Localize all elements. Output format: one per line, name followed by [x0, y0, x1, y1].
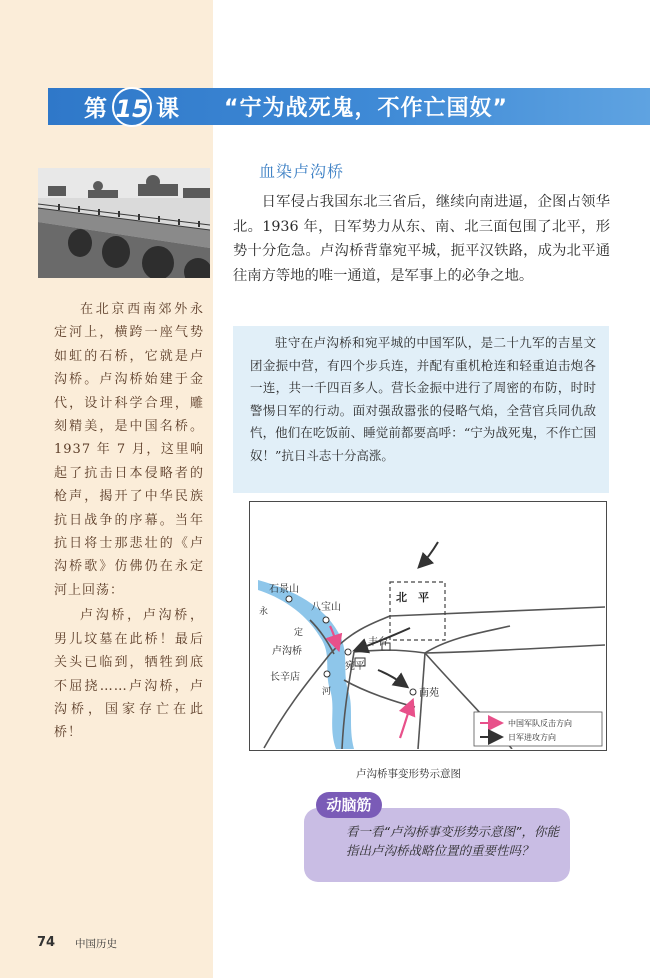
- legend-chinese: 中国军队反击方向: [508, 719, 572, 728]
- sidebar-song-lyrics: 卢沟桥，卢沟桥，男儿坟墓在此桥！最后关头已临到，牺牲到底不屈挠……卢沟桥，卢沟桥，国家存亡在此桥！: [54, 608, 204, 741]
- label-beiping: 北 平: [396, 591, 429, 604]
- book-name: 中国历史: [75, 938, 117, 950]
- label-river-2: 定: [294, 628, 304, 638]
- quote-paragraph: 驻守在卢沟桥和宛平城的中国军队，是二十九军的吉星文团金振中营，有四个步兵连，并配有重机枪连和轻重迫击炮各一连，共一千四百多人。营长金振中进行了周密的布防，时时警惕日军的行动。面对强敌嚣张的侵略气焰，全营官兵同仇敌忾，他们在吃饭前、睡觉前都要高呼：“宁为战死鬼，不作亡国奴！”抗日斗志十分高涨。: [250, 335, 596, 463]
- label-lugouqiao: 卢沟桥: [272, 646, 302, 657]
- quote-text-block: [250, 332, 596, 467]
- label-shijingshan: 石景山: [269, 584, 299, 595]
- lesson-prefix: 第: [84, 96, 107, 122]
- lesson-title: “宁为战死鬼，不作亡国奴”: [224, 96, 508, 121]
- section-paragraph: 日军侵占我国东北三省后，继续向南进逼，企图占领华北。1936 年，日军势力从东、南、北三面包围了北平，形势十分危急。卢沟桥背靠宛平城，扼平汉铁路，成为北平通往南方等地的唯一通道，是军事上的必争之地。: [233, 194, 610, 284]
- think-tag: 动脑筋: [316, 792, 382, 818]
- label-babaoshan: 八宝山: [311, 602, 341, 613]
- section-heading: 血染卢沟桥: [259, 162, 345, 181]
- legend-japanese: 日军进攻方向: [508, 733, 556, 742]
- label-wanping: 宛平: [345, 661, 365, 672]
- label-nanyuan: 南苑: [419, 688, 439, 699]
- japanese-arrow-north: [420, 542, 438, 566]
- lesson-suffix: 课: [156, 96, 179, 122]
- think-question: 看一看“卢沟桥事变形势示意图”，你能指出卢沟桥战略位置的重要性吗？: [346, 824, 559, 858]
- sidebar-intro: 在北京西南郊外永定河上，横跨一座气势如虹的石桥，它就是卢沟桥。卢沟桥始建于金代，设计科学合理，雕刻精美，是中国名桥。1937 年 7 月，这里响起了抗击日本侵略者的枪声，揭开了中华民族抗日战争的序幕。当年抗日将士那悲壮的《卢沟桥歌》仿佛仍在永定河上回荡：: [54, 302, 204, 598]
- chinese-arrow-nanyuan: [400, 702, 412, 738]
- label-river-3: 河: [322, 687, 332, 697]
- label-changxindian: 长辛店: [270, 672, 300, 683]
- japanese-arrow-nanyuan: [378, 670, 406, 686]
- label-fengtai: 丰台: [368, 637, 388, 648]
- battle-map: [249, 501, 607, 751]
- label-river-1: 永: [259, 607, 269, 617]
- section-body: [233, 190, 610, 288]
- page-number: 74: [37, 935, 56, 950]
- lesson-number-badge: 15: [112, 87, 152, 127]
- sidebar-text: [54, 298, 204, 745]
- map-caption: 卢沟桥事变形势示意图: [356, 768, 461, 780]
- bridge-photo: [38, 168, 210, 278]
